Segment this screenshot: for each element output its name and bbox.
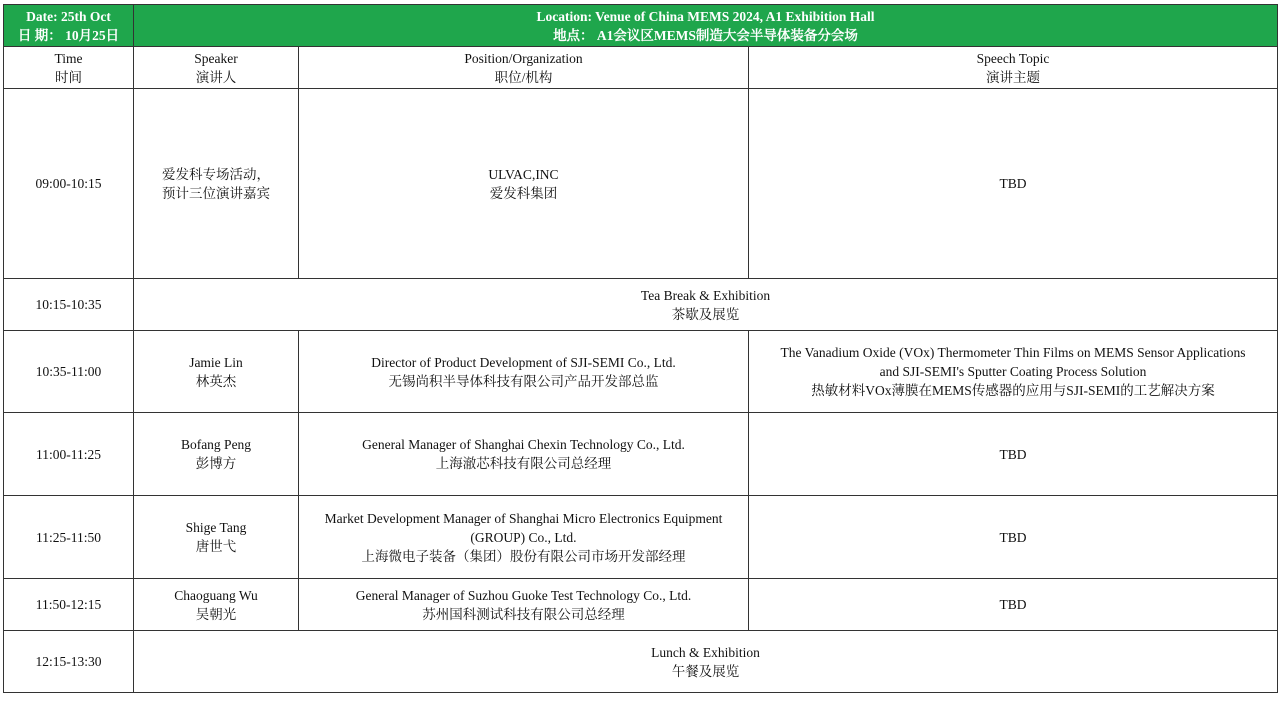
speaker-name-cn: 林英杰: [195, 373, 237, 389]
speaker-name-cn: 彭博方: [195, 456, 237, 471]
time-cell: 11:50-12:15: [4, 579, 134, 631]
column-header-row: [4, 47, 1278, 89]
location-en: Location: Venue of China MEMS 2024, A1 Exhibition Hall: [536, 8, 875, 24]
speaker-name: Shige Tang: [185, 520, 247, 535]
topic-cell: [749, 331, 1278, 413]
table-row: [4, 89, 1278, 279]
position-cell: [299, 331, 749, 413]
position-en: General Manager of Shanghai Chexin Technology Co., Ltd.: [362, 437, 685, 452]
speaker-name-cn: 吴朝光: [195, 606, 237, 622]
position-en: Director of Product Development of SJI-SEMI Co., Ltd.: [371, 354, 676, 370]
date-cn: 日 期： 10月25日: [17, 27, 120, 43]
position-cn: 苏州国科测试科技有限公司总经理: [422, 606, 625, 622]
position-cell: [299, 89, 749, 279]
header-row: [4, 5, 1278, 47]
col-header-topic: [749, 47, 1278, 89]
col-header-speaker-cn: 演讲人: [195, 69, 237, 85]
table-row: [4, 579, 1278, 631]
speaker-cell: [134, 413, 299, 496]
position-cn: 爱发科集团: [489, 185, 558, 201]
speaker-cell: [134, 579, 299, 631]
speaker-name-cn: 预计三位演讲嘉宾: [162, 185, 270, 201]
position-en: Market Development Manager of Shanghai Micro Electronics Equipment (GROUP) Co., Ltd.: [324, 510, 723, 545]
break-cell: [134, 279, 1278, 331]
position-en: ULVAC,INC: [488, 166, 559, 182]
date-cell: [4, 5, 134, 47]
col-header-topic-cn: 演讲主题: [986, 69, 1040, 85]
break-label-cn: 茶歇及展览: [671, 306, 740, 322]
break-label-en: Lunch & Exhibition: [651, 644, 760, 660]
topic-text: TBD: [999, 597, 1027, 612]
time-cell: 10:15-10:35: [4, 279, 134, 331]
break-label-cn: 午餐及展览: [671, 663, 740, 679]
topic-cell: [749, 89, 1278, 279]
speaker-name: Chaoguang Wu: [174, 587, 258, 603]
topic-text-cn: 热敏材料VOx薄膜在MEMS传感器的应用与SJI-SEMI的工艺解决方案: [811, 383, 1215, 398]
speaker-name: 爱发科专场活动，: [162, 166, 270, 182]
col-header-time-en: Time: [54, 50, 83, 66]
break-label-en: Tea Break & Exhibition: [640, 287, 771, 303]
time-cell: 11:00-11:25: [4, 413, 134, 496]
col-header-speaker: [134, 47, 299, 89]
col-header-position-en: Position/Organization: [464, 50, 583, 66]
speaker-cell: [134, 496, 299, 579]
table-row: [4, 413, 1278, 496]
location-cell: [134, 5, 1278, 47]
col-header-topic-en: Speech Topic: [976, 50, 1050, 66]
col-header-time: [4, 47, 134, 89]
topic-cell: [749, 413, 1278, 496]
speaker-cell: [134, 331, 299, 413]
speaker-cell: [134, 89, 299, 279]
col-header-time-cn: 时间: [55, 69, 82, 85]
position-cell: [299, 579, 749, 631]
position-cn: 上海微电子装备（集团）股份有限公司市场开发部经理: [361, 548, 686, 564]
table-row: [4, 496, 1278, 579]
topic-text: TBD: [999, 529, 1027, 545]
time-cell: 11:25-11:50: [4, 496, 134, 579]
position-en: General Manager of Suzhou Guoke Test Technology Co., Ltd.: [355, 587, 692, 603]
speaker-name: Bofang Peng: [180, 437, 252, 452]
table-row: [4, 331, 1278, 413]
topic-text: TBD: [999, 446, 1027, 462]
position-cell: [299, 413, 749, 496]
position-cell: [299, 496, 749, 579]
col-header-position: [299, 47, 749, 89]
col-header-position-cn: 职位/机构: [494, 69, 553, 85]
table-row: [4, 631, 1278, 693]
position-cn: 无锡尚积半导体科技有限公司产品开发部总监: [388, 373, 659, 389]
time-cell: 10:35-11:00: [4, 331, 134, 413]
topic-cell: [749, 579, 1278, 631]
location-cn: 地点： A1会议区MEMS制造大会半导体装备分会场: [553, 27, 858, 43]
date-en: Date: 25th Oct: [26, 8, 111, 24]
topic-text: and SJI-SEMI's Sputter Coating Process Solution: [879, 364, 1147, 379]
speaker-name-cn: 唐世弋: [195, 539, 237, 554]
time-cell: 09:00-10:15: [4, 89, 134, 279]
topic-text: TBD: [999, 176, 1027, 191]
topic-cell: [749, 496, 1278, 579]
col-header-speaker-en: Speaker: [194, 50, 238, 66]
topic-text: The Vanadium Oxide (VOx) Thermometer Thin Films on MEMS Sensor Applications: [780, 345, 1246, 360]
schedule-table: [3, 4, 1278, 693]
break-cell: [134, 631, 1278, 693]
table-row: [4, 279, 1278, 331]
position-cn: 上海澈芯科技有限公司总经理: [435, 456, 612, 471]
speaker-name: Jamie Lin: [189, 354, 243, 370]
time-cell: 12:15-13:30: [4, 631, 134, 693]
